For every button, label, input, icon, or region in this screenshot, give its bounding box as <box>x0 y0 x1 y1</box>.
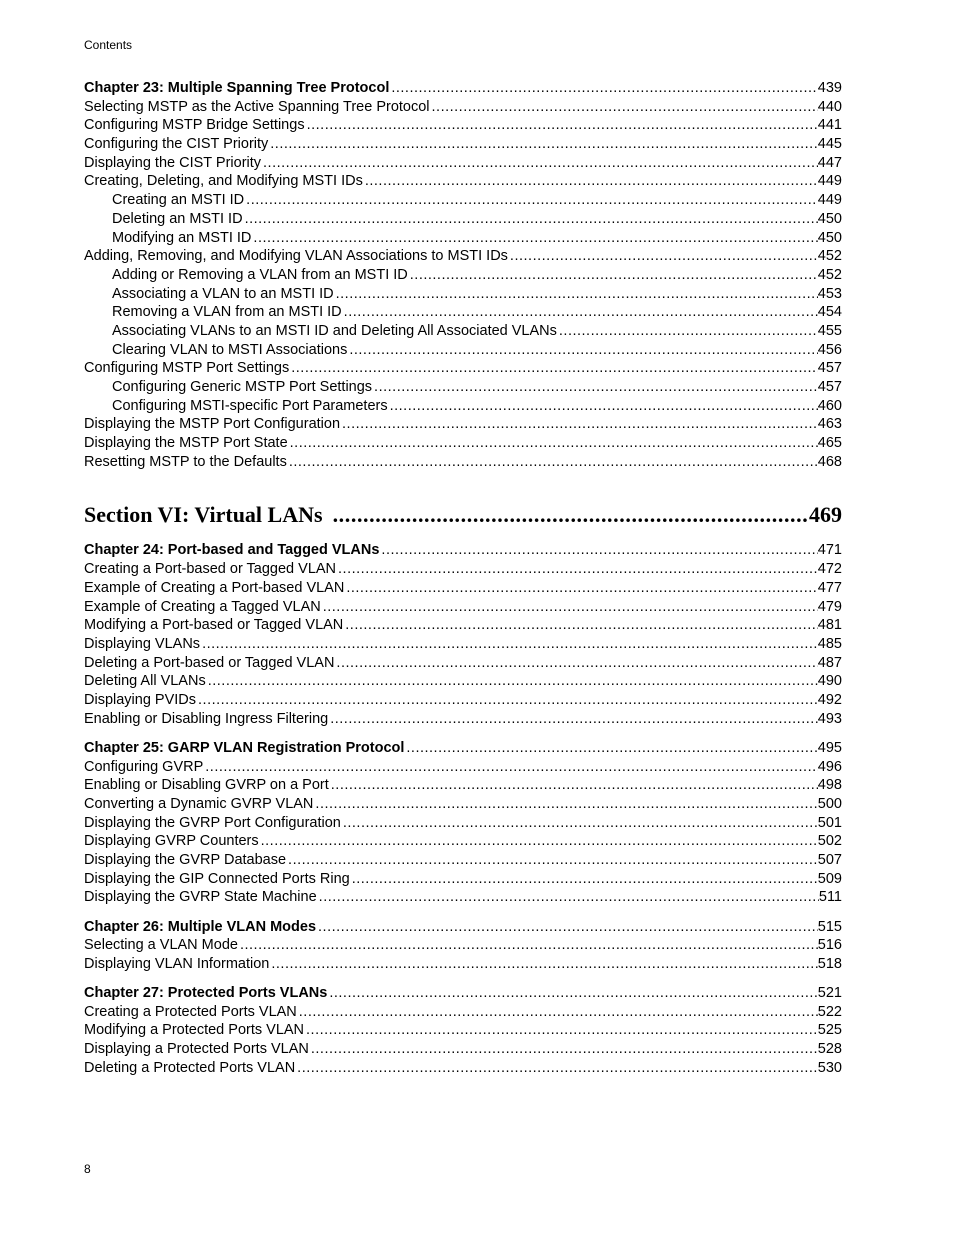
toc-entry[interactable] <box>84 814 842 833</box>
dot-leader <box>306 1021 818 1040</box>
section-heading[interactable] <box>84 501 842 529</box>
toc-entry-title: Displaying the GVRP Database <box>84 851 287 868</box>
toc-entry-title: Chapter 25: GARP VLAN Registration Protocol <box>84 739 405 756</box>
toc-entry-title: Example of Creating a Port-based VLAN <box>84 579 345 596</box>
toc-entry-page: 490 <box>817 673 842 690</box>
toc-entry-page: 440 <box>817 98 842 115</box>
toc-entry-title: Displaying VLAN Information <box>84 955 270 972</box>
dot-leader <box>349 341 817 360</box>
toc-entry-page: 465 <box>817 435 842 452</box>
dot-leader <box>336 285 818 304</box>
dot-leader <box>246 191 818 210</box>
toc-entry[interactable] <box>84 691 842 710</box>
toc-entry-page: 449 <box>817 192 842 209</box>
dot-leader <box>319 888 819 907</box>
toc-entry-title: Displaying PVIDs <box>84 691 197 708</box>
dot-leader <box>297 1059 818 1078</box>
dot-leader <box>271 955 817 974</box>
dot-leader <box>333 501 809 529</box>
toc-entry[interactable] <box>84 1059 842 1078</box>
toc-entry-title: Deleting a Port-based or Tagged VLAN <box>84 654 335 671</box>
toc-entry-page: 447 <box>817 154 842 171</box>
dot-leader <box>299 1003 818 1022</box>
toc-entry-page: 481 <box>817 617 842 634</box>
dot-leader <box>289 453 818 472</box>
toc-entry[interactable] <box>84 1040 842 1059</box>
toc-entry-page: 452 <box>817 266 842 283</box>
toc-entry[interactable] <box>84 210 842 229</box>
dot-leader <box>240 936 818 955</box>
toc-entry-page: 439 <box>817 80 842 96</box>
toc-entry-title: Deleting an MSTI ID <box>112 210 243 227</box>
toc-entry-page: 453 <box>817 285 842 302</box>
toc-entry[interactable] <box>84 266 842 285</box>
toc-entry-page: 468 <box>817 453 842 470</box>
dot-leader <box>205 758 818 777</box>
toc-entry[interactable] <box>84 710 842 729</box>
toc-entry-title: Displaying the MSTP Port Configuration <box>84 416 341 433</box>
toc-entry-page: 528 <box>817 1041 842 1058</box>
toc-entry-title: Displaying the CIST Priority <box>84 154 262 171</box>
page-number: 8 <box>84 1162 91 1176</box>
toc-entry[interactable] <box>84 795 842 814</box>
toc-chapter-entry[interactable] <box>84 739 842 758</box>
section-page-number: 469 <box>809 502 842 528</box>
dot-leader <box>410 266 818 285</box>
toc-entry-title: Configuring Generic MSTP Port Settings <box>112 379 373 395</box>
toc-entry-title: Creating a Port-based or Tagged VLAN <box>84 561 337 578</box>
running-head: Contents <box>84 38 133 52</box>
dot-leader <box>288 851 818 870</box>
toc-entry[interactable] <box>84 285 842 304</box>
toc-entry-page: 460 <box>817 397 842 414</box>
toc-entry-page: 449 <box>817 173 842 190</box>
toc-entry-title: Selecting MSTP as the Active Spanning Tree Protocol <box>84 98 430 115</box>
dot-leader <box>345 616 818 635</box>
toc-entry-title: Configuring GVRP <box>84 758 204 775</box>
toc-entry-title: Chapter 24: Port-based and Tagged VLANs <box>84 542 380 559</box>
toc-entry-title: Adding or Removing a VLAN from an MSTI ID <box>112 266 408 283</box>
dot-leader <box>338 560 818 579</box>
toc-group <box>84 984 842 1077</box>
toc-entry-page: 492 <box>817 691 842 708</box>
toc-entry[interactable] <box>84 341 842 360</box>
toc-entry[interactable] <box>84 247 842 266</box>
toc-entry[interactable] <box>84 415 842 434</box>
toc-entry[interactable] <box>84 598 842 617</box>
toc-entry[interactable] <box>84 888 842 907</box>
toc-entry-page: 511 <box>818 889 842 906</box>
toc-entry-page: 496 <box>817 758 842 775</box>
dot-leader <box>391 79 817 98</box>
toc-entry-page: 509 <box>817 870 842 887</box>
toc-chapter-entry[interactable] <box>84 918 842 937</box>
dot-leader <box>342 415 818 434</box>
toc-entry-page: 525 <box>817 1022 842 1039</box>
dot-leader <box>365 172 818 191</box>
toc-entry[interactable] <box>84 229 842 248</box>
section-title: Section VI: Virtual LANs <box>84 502 323 528</box>
toc-entry[interactable] <box>84 616 842 635</box>
toc-entry-page: 457 <box>817 360 842 377</box>
toc-entry[interactable] <box>84 397 842 416</box>
dot-leader <box>559 322 818 341</box>
toc-entry-title: Selecting a VLAN Mode <box>84 937 238 954</box>
group-spacer <box>84 974 842 985</box>
toc-entry-title: Configuring the CIST Priority <box>84 136 269 153</box>
toc-entry-title: Removing a VLAN from an MSTI ID <box>112 304 342 321</box>
toc-entry-page: 516 <box>817 937 842 954</box>
toc-entry-page: 530 <box>817 1059 842 1076</box>
dot-leader <box>344 303 818 322</box>
toc-entry-title: Converting a Dynamic GVRP VLAN <box>84 795 314 812</box>
toc-entry[interactable] <box>84 453 842 472</box>
toc-entry-title: Example of Creating a Tagged VLAN <box>84 598 321 615</box>
toc-entry[interactable] <box>84 116 842 135</box>
toc-chapter-entry[interactable] <box>84 79 842 98</box>
toc-entry-page: 479 <box>817 598 842 615</box>
toc-entry-page: 463 <box>817 416 842 433</box>
dot-leader <box>374 378 818 397</box>
toc-entry-title: Modifying a Protected Ports VLAN <box>84 1022 305 1039</box>
toc-entry-page: 455 <box>817 322 842 339</box>
toc-entry-title: Adding, Removing, and Modifying VLAN Associations to MSTI IDs <box>84 248 508 265</box>
dot-leader <box>381 541 817 560</box>
toc-entry-page: 521 <box>817 985 842 1002</box>
dot-leader <box>315 795 817 814</box>
toc-entry-page: 450 <box>817 229 842 246</box>
toc-entry-page: 493 <box>817 710 842 727</box>
dot-leader <box>253 229 817 248</box>
toc-entry-page: 485 <box>817 635 842 652</box>
dot-leader <box>307 116 818 135</box>
toc-entry[interactable] <box>84 758 842 777</box>
dot-leader <box>261 832 818 851</box>
toc-entry-title: Configuring MSTP Bridge Settings <box>84 117 305 134</box>
toc-entry-title: Deleting a Protected Ports VLAN <box>84 1059 296 1076</box>
dot-leader <box>208 672 818 691</box>
dot-leader <box>336 654 817 673</box>
toc-entry-title: Configuring MSTP Port Settings <box>84 360 290 377</box>
dot-leader <box>245 210 818 229</box>
table-of-contents <box>84 79 842 1078</box>
toc-entry-title: Displaying the MSTP Port State <box>84 435 288 452</box>
toc-entry[interactable] <box>84 172 842 191</box>
toc-entry-title: Creating an MSTI ID <box>112 192 245 209</box>
dot-leader <box>198 691 818 710</box>
toc-entry-title: Chapter 26: Multiple VLAN Modes <box>84 918 317 935</box>
dot-leader <box>329 984 817 1003</box>
toc-entry-page: 507 <box>817 851 842 868</box>
toc-entry[interactable] <box>84 1021 842 1040</box>
toc-entry-page: 518 <box>817 955 842 972</box>
dot-leader <box>343 814 818 833</box>
toc-entry-page: 502 <box>817 833 842 850</box>
toc-entry[interactable] <box>84 1003 842 1022</box>
dot-leader <box>202 635 818 654</box>
toc-entry-page: 445 <box>817 136 842 153</box>
toc-entry-title: Chapter 23: Multiple Spanning Tree Protocol <box>84 80 390 96</box>
toc-entry-page: 522 <box>817 1003 842 1020</box>
toc-entry-page: 441 <box>817 117 842 134</box>
dot-leader <box>290 434 818 453</box>
toc-entry-title: Associating VLANs to an MSTI ID and Deleting All Associated VLANs <box>112 322 557 339</box>
toc-entry-title: Creating a Protected Ports VLAN <box>84 1003 297 1020</box>
toc-chapter-entry[interactable] <box>84 541 842 560</box>
dot-leader <box>270 135 818 154</box>
toc-entry[interactable] <box>84 851 842 870</box>
toc-entry-title: Modifying an MSTI ID <box>112 229 252 246</box>
toc-entry-title: Configuring MSTI-specific Port Parameters <box>112 397 388 414</box>
toc-entry-title: Chapter 27: Protected Ports VLANs <box>84 985 328 1002</box>
toc-entry[interactable] <box>84 635 842 654</box>
toc-entry-title: Displaying the GVRP State Machine <box>84 889 317 906</box>
toc-entry-page: 472 <box>817 561 842 578</box>
group-spacer <box>84 907 842 918</box>
toc-entry-page: 457 <box>817 379 842 395</box>
dot-leader <box>330 710 818 729</box>
toc-entry[interactable] <box>84 936 842 955</box>
toc-entry-page: 454 <box>817 304 842 321</box>
toc-entry[interactable] <box>84 832 842 851</box>
toc-entry-title: Clearing VLAN to MSTI Associations <box>112 341 348 358</box>
group-spacer <box>84 728 842 739</box>
toc-entry[interactable] <box>84 154 842 173</box>
toc-entry[interactable] <box>84 560 842 579</box>
dot-leader <box>346 579 817 598</box>
toc-entry[interactable] <box>84 98 842 117</box>
dot-leader <box>323 598 818 617</box>
toc-entry-title: Displaying the GIP Connected Ports Ring <box>84 870 350 887</box>
toc-group <box>84 739 842 907</box>
toc-entry-title: Enabling or Disabling GVRP on a Port <box>84 777 329 794</box>
toc-entry[interactable] <box>84 191 842 210</box>
toc-entry-page: 500 <box>817 795 842 812</box>
dot-leader <box>331 776 818 795</box>
toc-entry-title: Modifying a Port-based or Tagged VLAN <box>84 617 344 634</box>
dot-leader <box>263 154 818 173</box>
toc-group <box>84 918 842 974</box>
toc-entry[interactable] <box>84 434 842 453</box>
toc-entry[interactable] <box>84 359 842 378</box>
dot-leader <box>510 247 818 266</box>
dot-leader <box>390 397 818 416</box>
toc-entry-title: Deleting All VLANs <box>84 673 206 690</box>
toc-entry-title: Associating a VLAN to an MSTI ID <box>112 285 334 302</box>
toc-group <box>84 541 842 728</box>
toc-entry[interactable] <box>84 955 842 974</box>
toc-entry-page: 515 <box>817 918 842 935</box>
toc-entry[interactable] <box>84 135 842 154</box>
toc-entry-title: Displaying VLANs <box>84 635 201 652</box>
toc-entry[interactable] <box>84 303 842 322</box>
toc-entry-title: Creating, Deleting, and Modifying MSTI IDs <box>84 173 363 190</box>
toc-entry[interactable] <box>84 322 842 341</box>
toc-entry-page: 456 <box>817 341 842 358</box>
toc-entry[interactable] <box>84 672 842 691</box>
toc-entry-page: 501 <box>817 814 842 831</box>
toc-entry[interactable] <box>84 870 842 889</box>
toc-entry[interactable] <box>84 776 842 795</box>
toc-entry-title: Enabling or Disabling Ingress Filtering <box>84 710 329 727</box>
toc-group <box>84 79 842 471</box>
toc-entry-page: 471 <box>817 542 842 559</box>
toc-entry-title: Displaying a Protected Ports VLAN <box>84 1041 309 1058</box>
dot-leader <box>406 739 817 758</box>
toc-entry-page: 477 <box>817 579 842 596</box>
dot-leader <box>311 1040 818 1059</box>
toc-entry[interactable] <box>84 579 842 598</box>
toc-entry-title: Displaying GVRP Counters <box>84 833 259 850</box>
toc-entry[interactable] <box>84 654 842 673</box>
toc-entry-title: Displaying the GVRP Port Configuration <box>84 814 341 831</box>
toc-entry-page: 495 <box>817 739 842 756</box>
toc-entry-page: 450 <box>817 210 842 227</box>
dot-leader <box>318 918 818 937</box>
dot-leader <box>291 359 818 378</box>
toc-entry-page: 452 <box>817 248 842 265</box>
toc-entry-title: Resetting MSTP to the Defaults <box>84 453 287 470</box>
toc-entry[interactable] <box>84 378 842 397</box>
toc-entry-page: 487 <box>817 654 842 671</box>
dot-leader <box>352 870 818 889</box>
dot-leader <box>432 98 818 117</box>
toc-entry-page: 498 <box>817 777 842 794</box>
toc-chapter-entry[interactable] <box>84 984 842 1003</box>
